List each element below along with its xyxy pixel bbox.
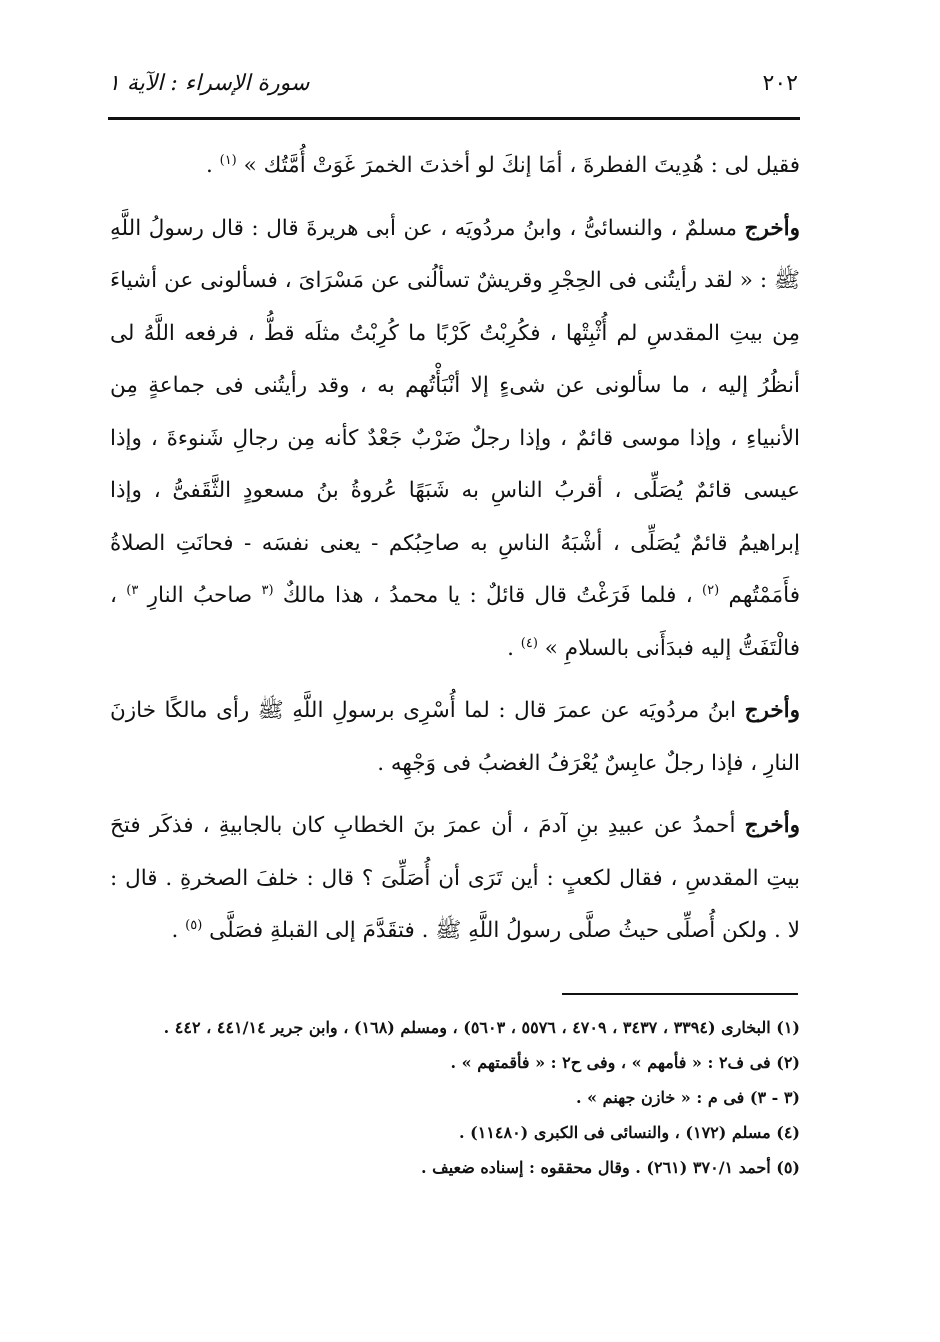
footnote-ref-4: (٤): [520, 635, 538, 651]
paragraph-2-text-2: ، فلما فَرَغْتُ قال قائلٌ : يا محمدُ ، هذا مالكٌ: [273, 583, 703, 608]
paragraph-2-text-1: مسلمٌ ، والنسائىُّ ، وابنُ مردُويَه ، عن أبى هريرةَ قال : قال رسولُ اللَّهِ ﷺ : « لقد رأيتُنى فى الحِجْرِ وقريشٌ تسألُنى عن مَسْرَاىَ ، فسألونى عن أشياءَ مِن بيتِ المقدسِ لم أُثْبِتْها ، فكُرِبْتُ كَرْبًا ما كُرِبْتُ مثلَه قطُّ ، فرفعه اللَّهُ لى أنظُرُ إليه ، ما سألونى عن شىءٍ إلا أنْبَأْتُهم به ، وقد رأيتُنى فى جماعةٍ مِن الأنبياءِ ، وإذا موسى قائمٌ ، وإذا رجلٌ ضَرْبٌ جَعْدٌ كأنه مِن رجالِ شَنوءةَ ، وإذا عيسى قائمٌ يُصَلِّى ، أقربُ الناسِ به شَبَهًا عُروةُ بنُ مسعودٍ الثَّقَفىُّ ، وإذا إبراهيمُ قائمٌ يُصَلِّى ، أشْبَهُ الناسِ به صاحِبُكم - يعنى نفسَه - فحانَتِ الصلاةُ فأَمَمْتُهم: [110, 215, 800, 608]
paragraph-1-text: فقيل لى : هُدِيتَ الفطرةَ ، أمَا إنكَ لو أخذتَ الخمرَ غَوَتْ أُمَّتُك »: [236, 153, 800, 178]
running-title: سورة الإسراء : الآية ١: [108, 70, 310, 96]
paragraph-2-text-3: صاحبُ النارِ: [138, 583, 262, 608]
footnotes: [110, 1010, 800, 1185]
header-divider: [108, 117, 800, 120]
paragraph-3-lead: وأخرج: [744, 698, 800, 723]
footnote-5: (٥) أحمد ٣٧٠/١ (٢٦١) . وقال محققوه : إسناده ضعيف .: [421, 1158, 800, 1177]
footnote-4: (٤) مسلم (١٧٢) ، والنسائى فى الكبرى (١١٤٨٠) .: [458, 1123, 800, 1142]
footnote-ref-3-start: (٣: [261, 582, 274, 598]
footnote-1: (١) البخارى (٣٣٩٤ ، ٣٤٣٧ ، ٤٧٠٩ ، ٥٥٧٦ ، ٥٦٠٣) ، ومسلم (١٦٨) ، وابن جرير ٤٤١/١٤ ، ٤٤٢ .: [163, 1018, 800, 1037]
paragraph-4-lead: وأخرج: [744, 813, 800, 838]
paragraph-1-end: .: [205, 153, 220, 178]
paragraph-2-text-4: ، فالْتَفَتُّ إليه فبدَأَنى بالسلامِ »: [110, 583, 800, 661]
footnote-3: (٣ - ٣) فى م : « خازن جهنم » .: [575, 1088, 800, 1107]
paragraph-3: [110, 685, 800, 790]
paragraph-4-text: أحمدُ عن عبيدِ بنِ آدمَ ، أن عمرَ بنَ الخطابِ كان بالجابيةِ ، فذكَر فتحَ بيتِ المقدسِ ، فقال لكعبٍ : أين تَرَى أن أُصَلِّىَ ؟ قال : خلفَ الصخرةِ . قال : لا . ولكن أُصلِّى حيثُ صلَّى رسولُ اللَّهِ ﷺ . فتقَدَّمَ إلى القبلةِ فصَلَّى: [110, 813, 800, 943]
paragraph-2-end: .: [507, 635, 521, 661]
footnote-ref-1: (١): [219, 152, 237, 168]
main-text: [110, 140, 800, 958]
footnote-2: (٢) فى ف٢ : « فأمهم » ، وفى ح٢ : « فأقمتهم » .: [450, 1053, 800, 1072]
paragraph-3-text: ابنُ مردُويَه عن عمرَ قال : لما أُسْرِى برسولِ اللَّهِ ﷺ رأى مالكًا خازنَ النارِ ، فإذا رجلٌ عابِسٌ يُعْرَفُ الغضبُ فى وَجْهِه .: [110, 698, 800, 776]
footnote-ref-3-end: ٣): [126, 582, 139, 598]
paragraph-2-lead: وأخرج: [744, 215, 800, 241]
paragraph-4: [110, 800, 800, 958]
paragraph-2: [110, 203, 800, 676]
footnote-ref-2: (٢): [702, 582, 720, 598]
page-header: [108, 58, 798, 108]
footnote-divider: [562, 993, 798, 995]
footnote-ref-5: (٥): [185, 917, 203, 933]
paragraph-1: [110, 140, 800, 193]
paragraph-4-end: .: [171, 918, 186, 943]
page-number: ٢٠٢: [762, 70, 798, 96]
